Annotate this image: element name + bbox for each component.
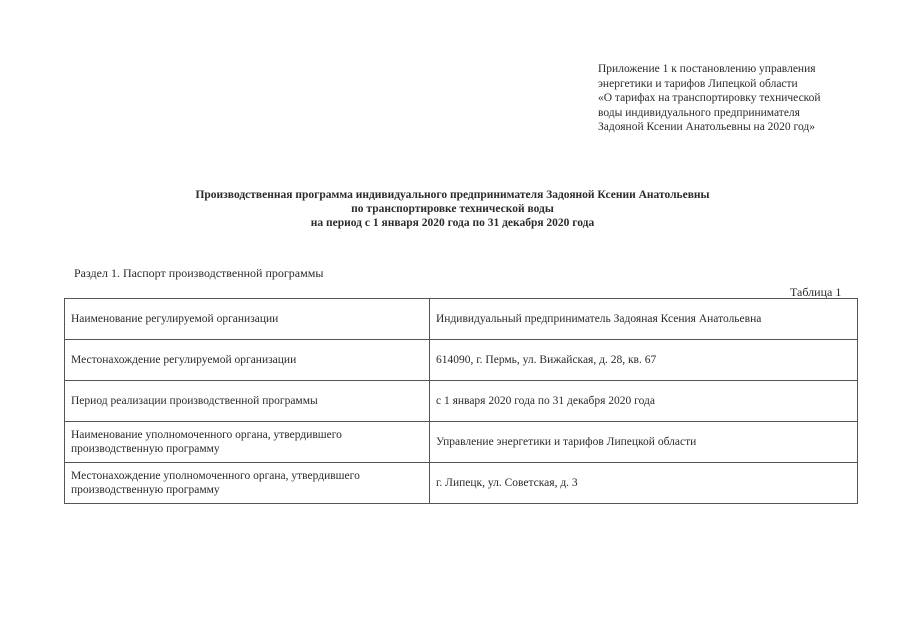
title-line: Производственная программа индивидуального предпринимателя Задояной Ксении Анатольевны [195, 189, 710, 201]
document-title [0, 188, 905, 230]
table-caption: Таблица 1 [790, 285, 842, 299]
appendix-line: Приложение 1 к постановлению управления [598, 63, 816, 75]
appendix-line: Задояной Ксении Анатольевны на 2020 год» [598, 121, 816, 133]
title-line: на период с 1 января 2020 года по 31 декабря 2020 года [310, 217, 595, 229]
row-label: Местонахождение уполномоченного органа, утвердившего производственную программу [65, 463, 430, 504]
row-label: Местонахождение регулируемой организации [65, 340, 430, 381]
row-label: Наименование регулируемой организации [65, 299, 430, 340]
table-row [65, 299, 858, 340]
row-label: Наименование уполномоченного органа, утвердившего производственную программу [65, 422, 430, 463]
table-row [65, 381, 858, 422]
row-label: Период реализации производственной программы [65, 381, 430, 422]
table-row [65, 340, 858, 381]
appendix-line: энергетики и тарифов Липецкой области [598, 77, 798, 90]
appendix-line: воды индивидуального предпринимателя [598, 106, 800, 119]
row-value: г. Липецк, ул. Советская, д. 3 [430, 463, 858, 504]
row-value: Индивидуальный предприниматель Задояная Ксения Анатольевна [430, 299, 858, 340]
section-heading: Раздел 1. Паспорт производственной программы [74, 266, 324, 280]
passport-table [64, 298, 858, 504]
row-value: с 1 января 2020 года по 31 декабря 2020 года [430, 381, 858, 422]
table-row [65, 463, 858, 504]
row-value: Управление энергетики и тарифов Липецкой области [430, 422, 858, 463]
table-row [65, 422, 858, 463]
appendix-header [598, 62, 898, 135]
row-value: 614090, г. Пермь, ул. Вижайская, д. 28, кв. 67 [430, 340, 858, 381]
title-line: по транспортировке технической воды [351, 203, 554, 215]
appendix-line: «О тарифах на транспортировку технической [598, 92, 821, 104]
